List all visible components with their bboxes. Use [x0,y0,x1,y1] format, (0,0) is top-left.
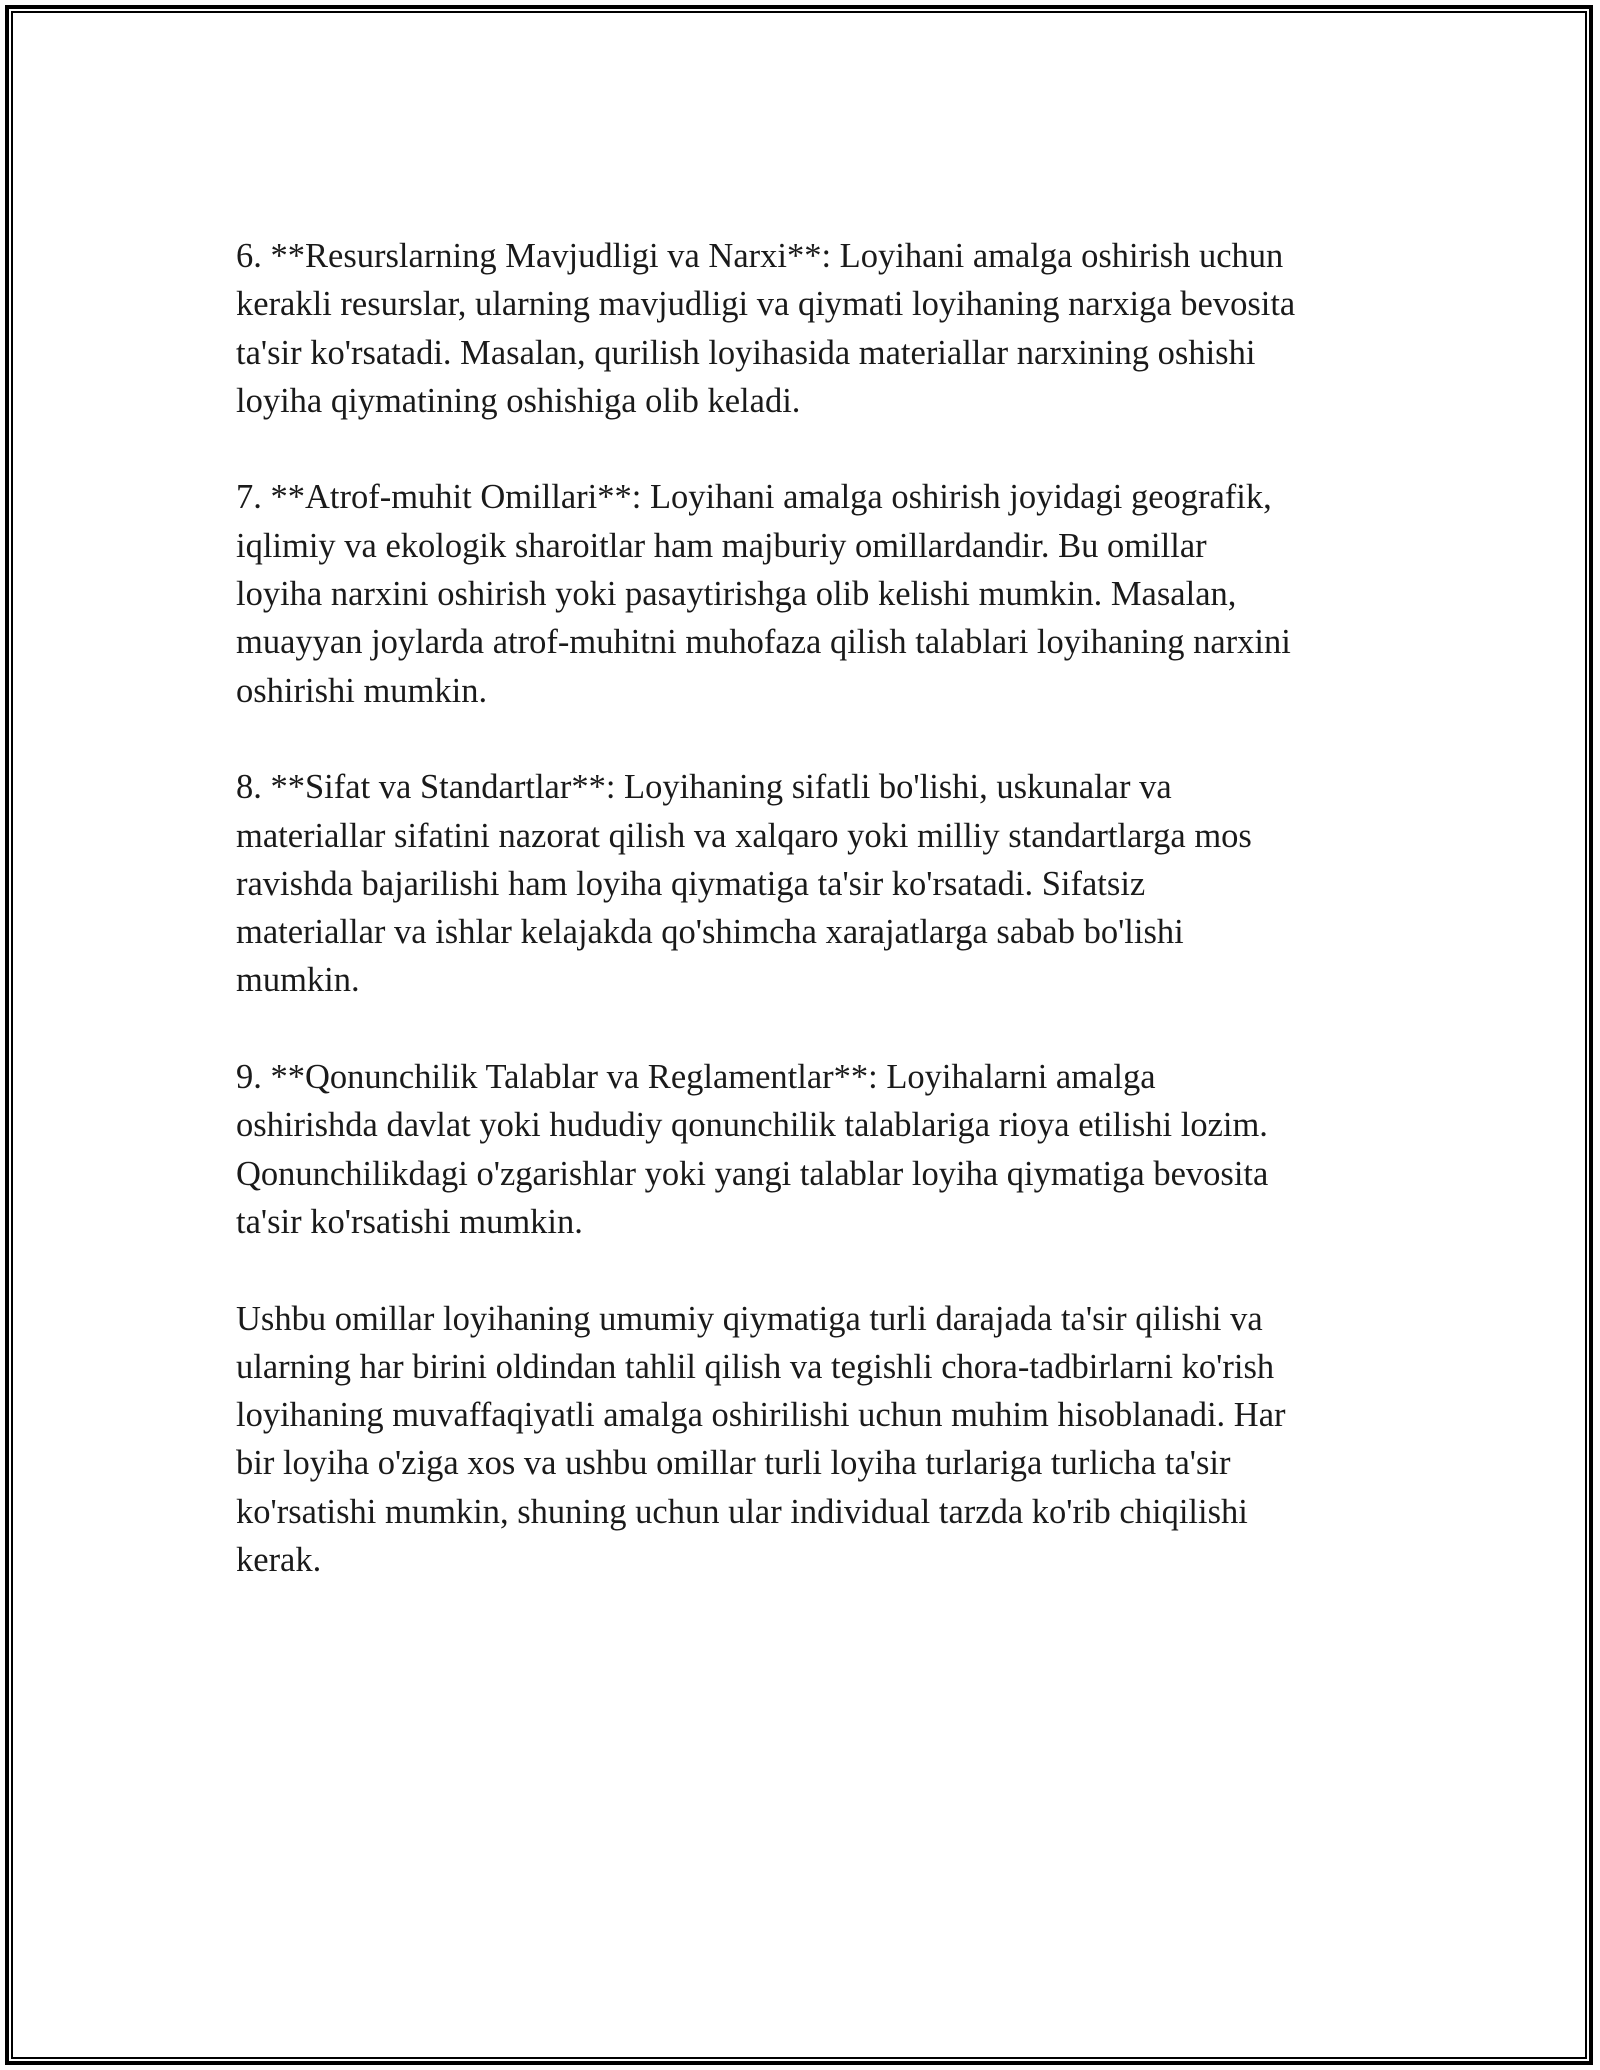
paragraph-item-7: 7. **Atrof-muhit Omillari**: Loyihani amalga oshirish joyidagi geografik, iqlimiy va ekologik sharoitlar ham majburiy omillardandir. Bu omillar loyiha narxini oshirish yoki pasaytirishga olib kelishi mumkin. Masalan, muayyan joylarda atrof-muhitni muhofaza qilish talablari loyihaning narxini oshirishi mumkin. [236,478,1291,710]
paragraph-item-9: 9. **Qonunchilik Talablar va Reglamentlar**: Loyihalarni amalga oshirishda davlat yoki hududiy qonunchilik talablariga rioya etilishi lozim. Qonunchilikdagi o'zgarishlar yoki yangi talablar loyiha qiymatiga bevosita ta'sir ko'rsatishi mumkin. [236,1058,1269,1241]
paragraph-item-8: 8. **Sifat va Standartlar**: Loyihaning sifatli bo'lishi, uskunalar va materiallar sifatini nazorat qilish va xalqaro yoki milliy standartlarga mos ravishda bajarilishi ham loyiha qiymatiga ta'sir ko'rsatadi. Sifatsiz materiallar va ishlar kelajakda qo'shimcha xarajatlarga sabab bo'lishi mumkin. [236,768,1252,1000]
document-body [236,232,1376,1633]
paragraph-conclusion: Ushbu omillar loyihaning umumiy qiymatiga turli darajada ta'sir qilishi va ularning har birini oldindan tahlil qilish va tegishli chora-tadbirlarni ko'rish loyihaning muvaffaqiyatli amalga oshirilishi uchun muhim hisoblanadi. Har bir loyiha o'ziga xos va ushbu omillar turli loyiha turlariga turlicha ta'sir ko'rsatishi mumkin, shuning uchun ular individual tarzda ko'rib chiqilishi kerak. [236,1299,1286,1580]
paragraph-item-6: 6. **Resurslarning Mavjudligi va Narxi**: Loyihani amalga oshirish uchun kerakli resurslar, ularning mavjudligi va qiymati loyihaning narxiga bevosita ta'sir ko'rsatadi. Masalan, qurilish loyihasida materiallar narxining oshishi loyiha qiymatining oshishiga olib keladi. [236,237,1296,420]
